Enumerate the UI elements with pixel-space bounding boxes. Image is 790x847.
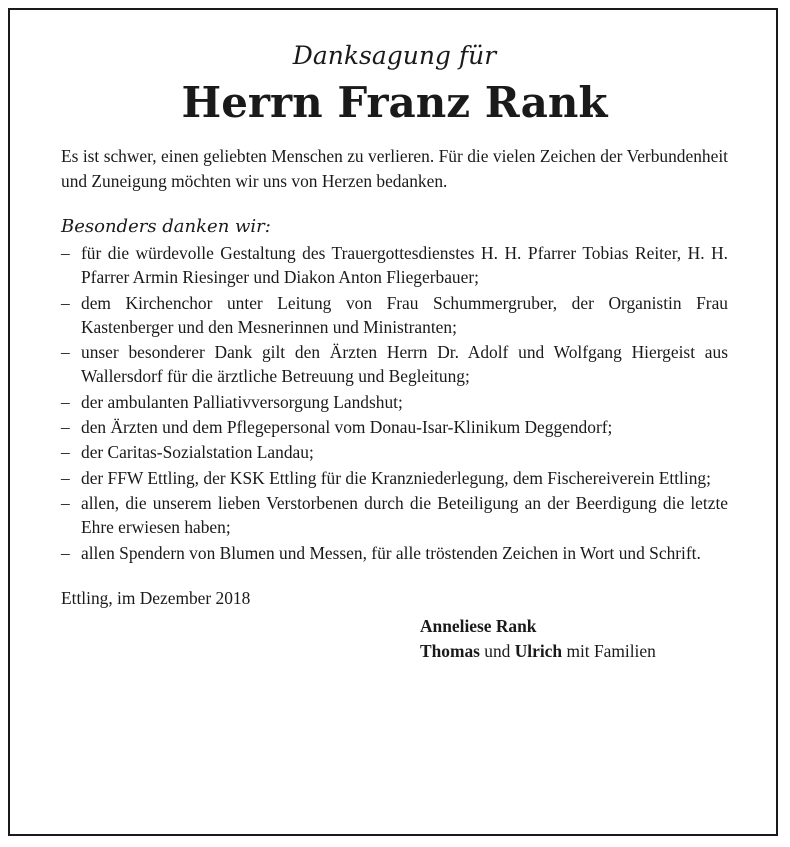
- thanks-list-item: [61, 291, 728, 340]
- thanks-list: [61, 241, 728, 565]
- thanks-list-item: [61, 440, 728, 464]
- thanks-heading: Besonders danken wir:: [61, 216, 271, 237]
- thanks-item-text: unser besonderer Dank gilt den Ärzten Herrn Dr. Adolf und Wolfgang Hiergeist aus Wallersdorf für die ärztliche Betreuung und Begleitung;: [81, 342, 728, 387]
- signature-name: Ulrich: [514, 641, 563, 662]
- signature-name: Thomas: [420, 641, 480, 662]
- dash-bullet: –: [61, 417, 70, 438]
- signature-block: [420, 614, 728, 664]
- thanks-item-text: der FFW Ettling, der KSK Ettling für die Kranzniederlegung, dem Fischereiverein Ettling;: [81, 467, 711, 488]
- dash-bullet: –: [61, 442, 70, 463]
- notice-title: Herrn Franz Rank: [181, 78, 608, 127]
- thanks-item-text: den Ärzten und dem Pflegepersonal vom Donau-Isar-Klinikum Deggendorf;: [81, 417, 613, 438]
- dash-bullet: –: [61, 492, 70, 513]
- place-date: Ettling, im Dezember 2018: [61, 587, 251, 608]
- thanks-item-text: allen, die unserem lieben Verstorbenen durch die Beteiligung an der Beerdigung die letzte Ehre erwiesen haben;: [81, 492, 728, 538]
- thanks-item-text: der ambulanten Palliativversorgung Landshut;: [81, 391, 403, 412]
- dash-bullet: –: [61, 292, 70, 313]
- signature-line-1: [420, 614, 728, 639]
- dash-bullet: –: [61, 391, 70, 412]
- thanks-item-text: für die würdevolle Gestaltung des Trauergottesdienstes H. H. Pfarrer Tobias Reiter, H. H. Pfarrer Armin Riesinger und Diakon Anton Fliegerbauer;: [81, 243, 728, 288]
- thanks-list-item: [61, 340, 728, 389]
- signature-connector: und: [484, 641, 511, 662]
- notice-content: [61, 40, 728, 664]
- signature-suffix: mit Familien: [566, 641, 656, 662]
- signature-line-2: [420, 639, 728, 664]
- thanks-list-item: [61, 466, 728, 490]
- intro-paragraph: Es ist schwer, einen geliebten Menschen zu verlieren. Für die vielen Zeichen der Verbundenheit und Zuneigung möchten wir uns von Herzen bedanken.: [61, 146, 728, 191]
- dash-bullet: –: [61, 542, 70, 563]
- thanks-list-item: [61, 241, 728, 290]
- dash-bullet: –: [61, 467, 70, 488]
- dash-bullet: –: [61, 342, 70, 363]
- thanks-list-item: [61, 390, 728, 414]
- thanks-item-text: dem Kirchenchor unter Leitung von Frau Schummergruber, der Organistin Frau Kastenberger und den Mesnerinnen und Ministranten;: [81, 292, 728, 337]
- thanks-list-item: [61, 415, 728, 439]
- dash-bullet: –: [61, 243, 70, 263]
- thanks-item-text: allen Spendern von Blumen und Messen, für alle tröstenden Zeichen in Wort und Schrift.: [81, 542, 701, 563]
- thanks-list-item: [61, 491, 728, 540]
- thanks-item-text: der Caritas-Sozialstation Landau;: [81, 442, 314, 463]
- thanks-list-item: [61, 541, 728, 565]
- signature-name: Anneliese Rank: [420, 616, 537, 637]
- notice-subtitle: Danksagung für: [292, 41, 497, 70]
